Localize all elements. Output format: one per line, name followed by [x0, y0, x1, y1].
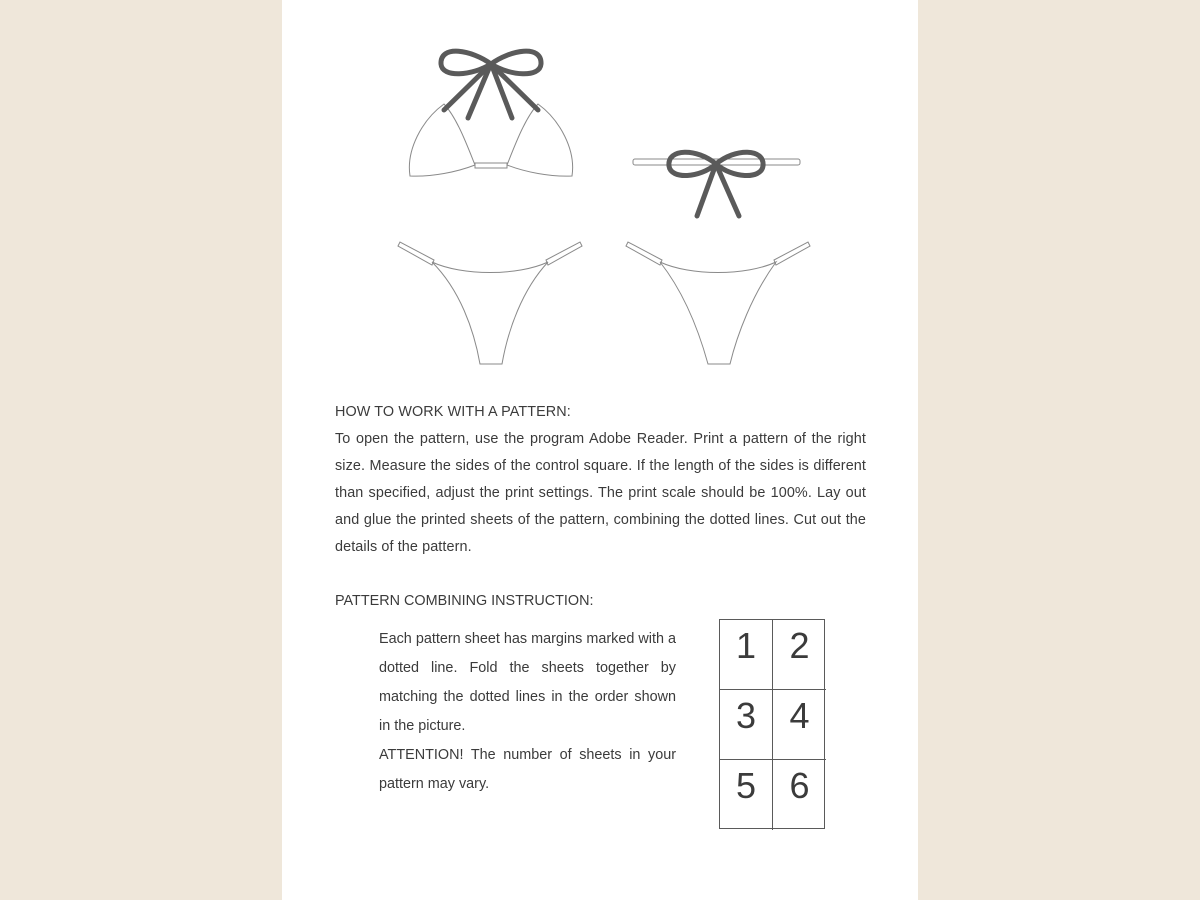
instructions-heading: HOW TO WORK WITH A PATTERN:: [335, 404, 571, 420]
garment-illustrations: [282, 0, 918, 380]
combining-heading: PATTERN COMBINING INSTRUCTION:: [335, 593, 594, 609]
bikini-bottom-back-drawing: [626, 242, 810, 364]
sheet-number: 4: [773, 690, 826, 760]
attention-note: ATTENTION! The number of sheets in your pattern may vary.: [379, 747, 676, 792]
sheet-number: 5: [720, 760, 773, 830]
combining-text-block: [379, 625, 676, 799]
sheet-number: 2: [773, 620, 826, 690]
bikini-bottom-front-drawing: [398, 242, 582, 364]
combining-text: Each pattern sheet has margins marked with a dotted line. Fold the sheets together by matching the dotted lines in the order shown in the picture.: [379, 631, 676, 734]
sheet-number: 1: [720, 620, 773, 690]
sheet-number: 6: [789, 765, 810, 806]
instructions-section: [335, 399, 866, 561]
pattern-page: [282, 0, 918, 900]
instructions-body: To open the pattern, use the program Adobe Reader. Print a pattern of the right size. Measure the sides of the control square. If the length of the sides is different than specified, adjust the print settings. The print scale should be 100%. Lay out and glue the printed sheets of the pattern, combining the dotted lines. Cut out the details of the pattern.: [335, 431, 866, 555]
sheet-number: 3: [720, 690, 773, 760]
bikini-top-front-drawing: [409, 51, 572, 176]
bikini-top-back-drawing: [633, 152, 800, 216]
sheet-order-grid: [719, 619, 825, 829]
